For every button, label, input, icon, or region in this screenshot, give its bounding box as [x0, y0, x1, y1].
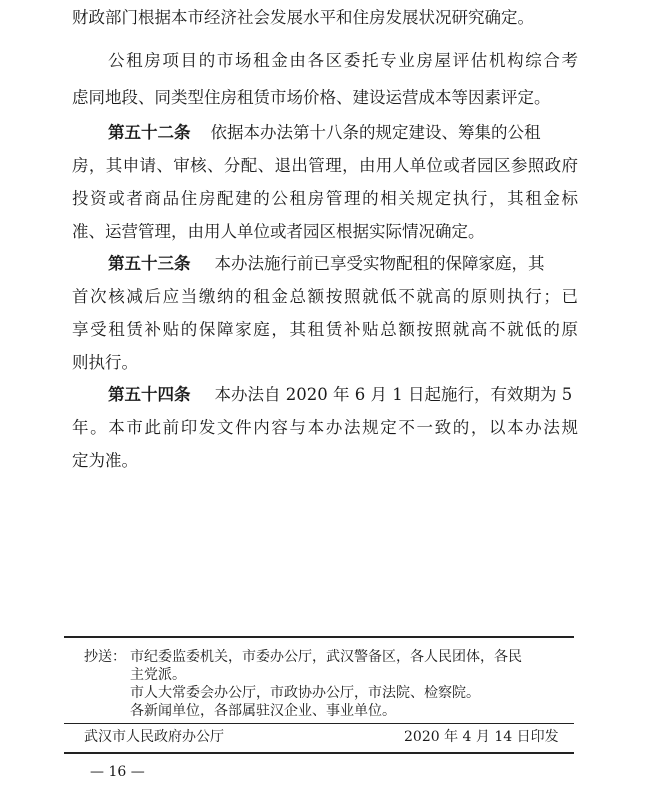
issuer: 武汉市人民政府办公厅 — [84, 729, 224, 745]
paragraph-line: 则执行。 — [72, 353, 138, 372]
paragraph-line: 虑同地段、同类型住房租赁市场价格、建设运营成本等因素评定。 — [72, 88, 551, 107]
cc-recipients-line: 市纪委监委机关，市委办公厅，武汉警备区，各人民团体，各民 — [130, 649, 522, 665]
paragraph-line: 年。本市此前印发文件内容与本办法规定不一致的，以本办法规 — [72, 418, 578, 437]
footer-top-rule — [64, 636, 574, 638]
paragraph-line: 享受租赁补贴的保障家庭，其租赁补贴总额按照就高不就低的原 — [72, 320, 578, 339]
article-52-label: 第五十二条 — [108, 123, 191, 142]
footer-middle-rule — [64, 723, 574, 724]
cc-recipients-line: 主党派。 — [130, 667, 186, 683]
cc-label: 抄送： — [84, 649, 126, 665]
paragraph-line: 投资或者商品住房配建的公租房管理的相关规定执行，其租金标 — [72, 189, 578, 208]
article-54-text: 本办法自 2020 年 6 月 1 日起施行，有效期为 5 — [214, 385, 573, 404]
paragraph-line: 公租房项目的市场租金由各区委托专业房屋评估机构综合考 — [108, 51, 578, 70]
article-53 — [108, 253, 578, 275]
paragraph-line: 准、运营管理，由用人单位或者园区根据实际情况确定。 — [72, 222, 485, 241]
article-54 — [108, 384, 578, 406]
article-54-label: 第五十四条 — [108, 385, 191, 404]
page-number: — 16 — — [90, 764, 145, 780]
cc-recipients-line: 各新闻单位，各部属驻汉企业、事业单位。 — [130, 703, 396, 719]
footer-bottom-rule — [64, 752, 574, 754]
article-53-text: 本办法施行前已享受实物配租的保障家庭，其 — [214, 254, 545, 273]
paragraph-line: 首次核减后应当缴纳的租金总额按照就低不就高的原则执行；已 — [72, 287, 578, 306]
paragraph-line: 定为准。 — [72, 451, 138, 470]
paragraph-line: 房，其申请、审核、分配、退出管理，由用人单位或者园区参照政府 — [72, 156, 578, 175]
article-53-label: 第五十三条 — [108, 254, 191, 273]
article-52 — [108, 122, 578, 144]
article-52-text: 依据本办法第十八条的规定建设、筹集的公租 — [210, 123, 541, 142]
cc-recipients-line: 市人大常委会办公厅，市政协办公厅，市法院、检察院。 — [130, 685, 480, 701]
issue-date: 2020 年 4 月 14 日印发 — [404, 729, 559, 745]
paragraph-continuation-line: 财政部门根据本市经济社会发展水平和住房发展状况研究确定。 — [72, 8, 534, 27]
